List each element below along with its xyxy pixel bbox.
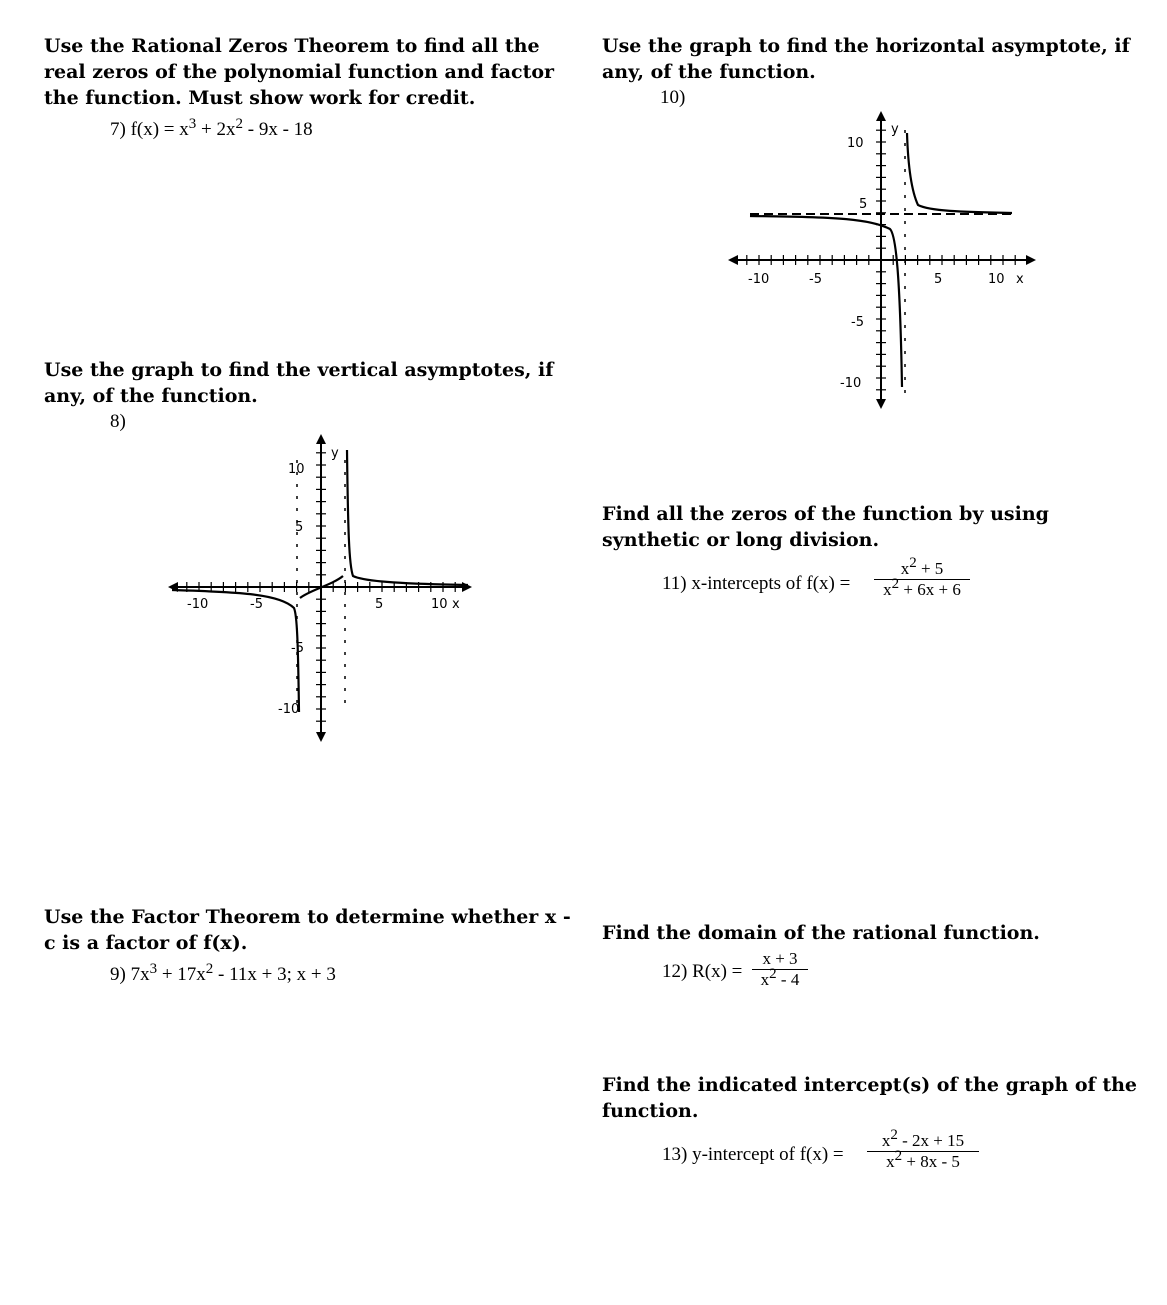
graph-vertical-asymptotes <box>160 430 490 750</box>
expr-part: - 9x - 18 <box>243 119 313 140</box>
exponent: 3 <box>188 116 197 132</box>
expr-part: f(x) = x <box>130 119 189 140</box>
expr-part: x <box>886 1152 895 1171</box>
exponent: 2 <box>890 1127 898 1143</box>
fraction-12 <box>752 949 808 990</box>
exponent: 2 <box>235 116 243 132</box>
expr-part: 7x <box>130 964 150 985</box>
expr-part: + 5 <box>916 559 944 578</box>
x-tick-label: 5 <box>934 272 943 287</box>
y-axis-label: y <box>891 122 899 137</box>
x-tick-label: 5 <box>375 597 384 612</box>
y-tick-label: 10 <box>847 136 864 151</box>
expr-part: x <box>883 580 892 599</box>
expr-part: + 17x <box>157 964 206 985</box>
arrow-up-icon <box>316 434 326 444</box>
x-tick-label: 10 <box>431 597 448 612</box>
expr-part: + 8x - 5 <box>902 1152 960 1171</box>
problem-number-8: 8) <box>110 411 126 432</box>
problem-11 <box>662 573 850 595</box>
arrow-right-icon <box>1026 255 1036 265</box>
exponent: 3 <box>149 961 158 977</box>
curve-left-branch <box>750 216 902 387</box>
fraction-11 <box>874 555 970 600</box>
x-tick-label: -10 <box>748 272 770 287</box>
y-tick-label: 5 <box>295 520 304 535</box>
graph-horizontal-asymptote <box>720 105 1050 425</box>
y-tick-label: -5 <box>851 315 864 330</box>
y-tick-label: -10 <box>278 702 300 717</box>
problem-number-10: 10) <box>660 87 686 108</box>
heading-10: Use the graph to find the horizontal asymptote, if any, of the function. <box>602 35 1130 83</box>
x-tick-label: -5 <box>809 272 822 287</box>
arrow-down-icon <box>316 732 326 742</box>
heading-11: Find all the zeros of the function by using synthetic or long division. <box>602 503 1049 551</box>
problem-7 <box>110 118 313 142</box>
problem-12 <box>662 961 742 983</box>
y-tick-label: 5 <box>859 197 868 212</box>
denominator <box>752 966 808 990</box>
arrow-right-icon <box>462 582 472 592</box>
exponent: 2 <box>909 555 917 571</box>
arrow-down-icon <box>876 399 886 409</box>
problem-number: 13) <box>662 1144 688 1165</box>
arrow-left-icon <box>728 255 738 265</box>
y-axis-label: y <box>331 446 339 461</box>
curve-right-branch <box>907 133 1012 213</box>
exponent: 2 <box>205 961 214 977</box>
expr-part: x <box>900 559 910 578</box>
expr-part: x <box>760 970 770 989</box>
numerator <box>874 555 970 579</box>
heading-7: Use the Rational Zeros Theorem to find all the real zeros of the polynomial function and factor the function. Must show work for credit. <box>44 35 555 109</box>
expr-part: - 11x + 3; x + 3 <box>213 964 336 985</box>
problem-number: 12) <box>662 961 688 982</box>
heading-12: Find the domain of the rational function. <box>602 922 1040 944</box>
x-axis-label: x <box>1016 272 1024 287</box>
expr-part: + 2x <box>196 119 236 140</box>
heading-8: Use the graph to find the vertical asymptotes, if any, of the function. <box>44 359 554 407</box>
arrow-up-icon <box>876 111 886 121</box>
problem-9 <box>110 963 336 987</box>
problem-number: 11) <box>662 573 687 594</box>
y-tick-label: 10 <box>288 462 305 477</box>
problem-number: 7) <box>110 119 126 140</box>
x-tick-label: -5 <box>250 597 263 612</box>
numerator: x + 3 <box>762 949 798 968</box>
curve-right-branch <box>347 450 468 585</box>
exponent: 2 <box>894 1148 903 1164</box>
denominator <box>874 576 970 600</box>
y-tick-label: -10 <box>840 376 862 391</box>
expr-part: x <box>881 1131 891 1150</box>
exponent: 2 <box>891 576 900 592</box>
problem-13 <box>662 1144 844 1166</box>
problem-label: R(x) = <box>692 961 743 982</box>
expr-part: + 6x + 6 <box>899 580 961 599</box>
problem-number: 9) <box>110 964 126 985</box>
y-tick-label: -5 <box>291 641 304 656</box>
heading-9: Use the Factor Theorem to determine whether x - c is a factor of f(x). <box>44 906 571 954</box>
expr-part: - 4 <box>776 970 800 989</box>
problem-label: y-intercept of f(x) = <box>692 1144 844 1165</box>
x-tick-label: -10 <box>187 597 209 612</box>
denominator <box>867 1148 979 1172</box>
x-axis-label: x <box>452 597 460 612</box>
exponent: 2 <box>769 966 777 982</box>
numerator <box>867 1127 979 1151</box>
heading-13: Find the indicated intercept(s) of the graph of the function. <box>602 1074 1138 1122</box>
x-tick-label: 10 <box>988 272 1005 287</box>
expr-part: - 2x + 15 <box>897 1131 965 1150</box>
problem-label: x-intercepts of f(x) = <box>691 573 851 594</box>
fraction-13 <box>867 1127 979 1172</box>
